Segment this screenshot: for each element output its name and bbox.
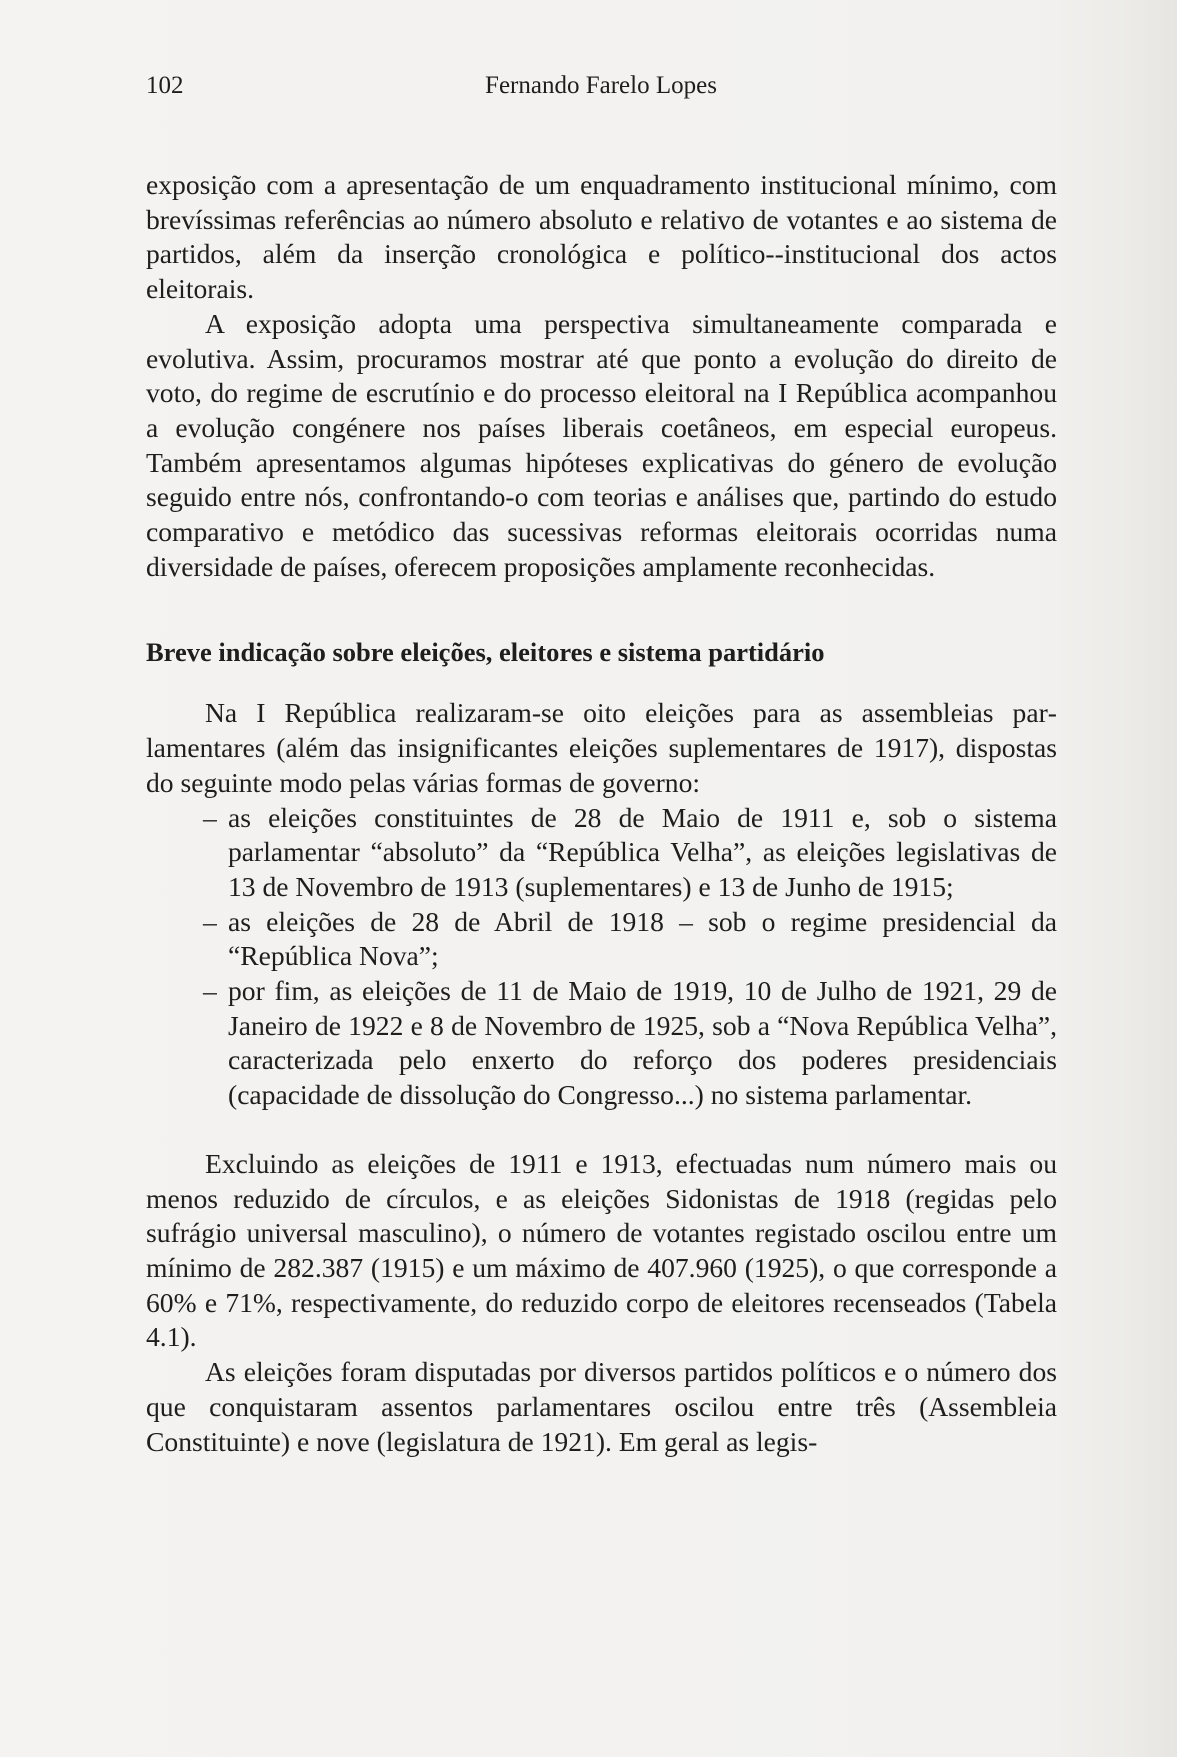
paragraph-elections-overview: Na I República realizaram-se oito eleições para as assembleias parlamentares (além das insignificantes eleições suplementares de 1917), dispostas do seguinte modo pelas várias formas de governo: xyxy=(146,697,1057,798)
list-item xyxy=(146,905,1057,974)
list-dash: – xyxy=(203,801,217,833)
paragraph-perspective: A exposição adopta uma perspectiva simultaneamente comparada e evolutiva. Assim, procuramos mostrar até que ponto a evolução do direito de voto, do regime de escrutínio e do processo eleitoral na I República acompanhou a evolução congénere nos países liberais coetâneos, em especial europeus. Também apresentamos algumas hipóteses explicativas do género de evolução seguido entre nós, confrontando-o com teorias e análises que, partindo do estudo comparativo e metódico das sucessivas reformas eleitorais ocorridas numa diversidade de países, oferecem proposições amplamente reconhecidas. xyxy=(146,307,1057,582)
list-item xyxy=(146,801,1057,905)
list-dash: – xyxy=(203,905,217,937)
list-item-text: por fim, as eleições de 11 de Maio de 1919, 10 de Julho de 1921, 29 de Janeiro de 1922 e 8 de Novembro de 1925, sob a “Nova República Velha”, caracterizada pelo enxerto do reforço dos poderes presidenciais (capacidade de dissolução do Congresso...) no sistema parlamentar. xyxy=(228,975,1057,1111)
list-dash: – xyxy=(203,975,217,1007)
running-head xyxy=(146,70,1056,102)
list-item-text: as eleições constituintes de 28 de Maio de 1911 e, sob o sistema parlamentar “absoluto” da “República Velha”, as eleições legislativas de 13 de Novembro de 1913 (suplementares) e 13 de Junho de 1915; xyxy=(228,801,1057,902)
paragraph-parties: As eleições foram disputadas por diversos partidos políticos e o número dos que conquistaram assentos parlamentares oscilou entre três (Assembleia Constituinte) e nove (legislatura de 1921). Em geral as legis- xyxy=(146,1356,1057,1457)
list-item-text: as eleições de 28 de Abril de 1918 – sob o regime presidencial da “República Nova”; xyxy=(228,905,1057,972)
paragraph-gap xyxy=(146,1113,1057,1147)
paragraph-intro-continuation: exposição com a apresentação de um enquadramento institucional mínimo, com brevíssimas referências ao número absoluto e relativo de votantes e ao sistema de partidos, além da inserção cronológica e político--institucional dos actos eleitorais. xyxy=(146,169,1057,305)
page-number: 102 xyxy=(146,72,184,99)
paragraph-voters: Excluindo as eleições de 1911 e 1913, efectuadas num número mais ou menos reduzido de círculos, e as eleições Sidonistas de 1918 (regidas pelo sufrágio universal masculino), o número de votantes registado oscilou entre um mínimo de 282.387 (1915) e um máximo de 407.960 (1925), o que corresponde a 60% e 71%, respectivamente, do reduzido corpo de eleitores recenseados (Tabela 4.1). xyxy=(146,1147,1057,1353)
running-title: Fernando Farelo Lopes xyxy=(485,72,717,99)
body-text xyxy=(146,168,1057,1459)
elections-list xyxy=(146,801,1057,1113)
list-item xyxy=(146,974,1057,1113)
section-heading: Breve indicação sobre eleições, eleitores e sistema partidário xyxy=(146,637,825,668)
